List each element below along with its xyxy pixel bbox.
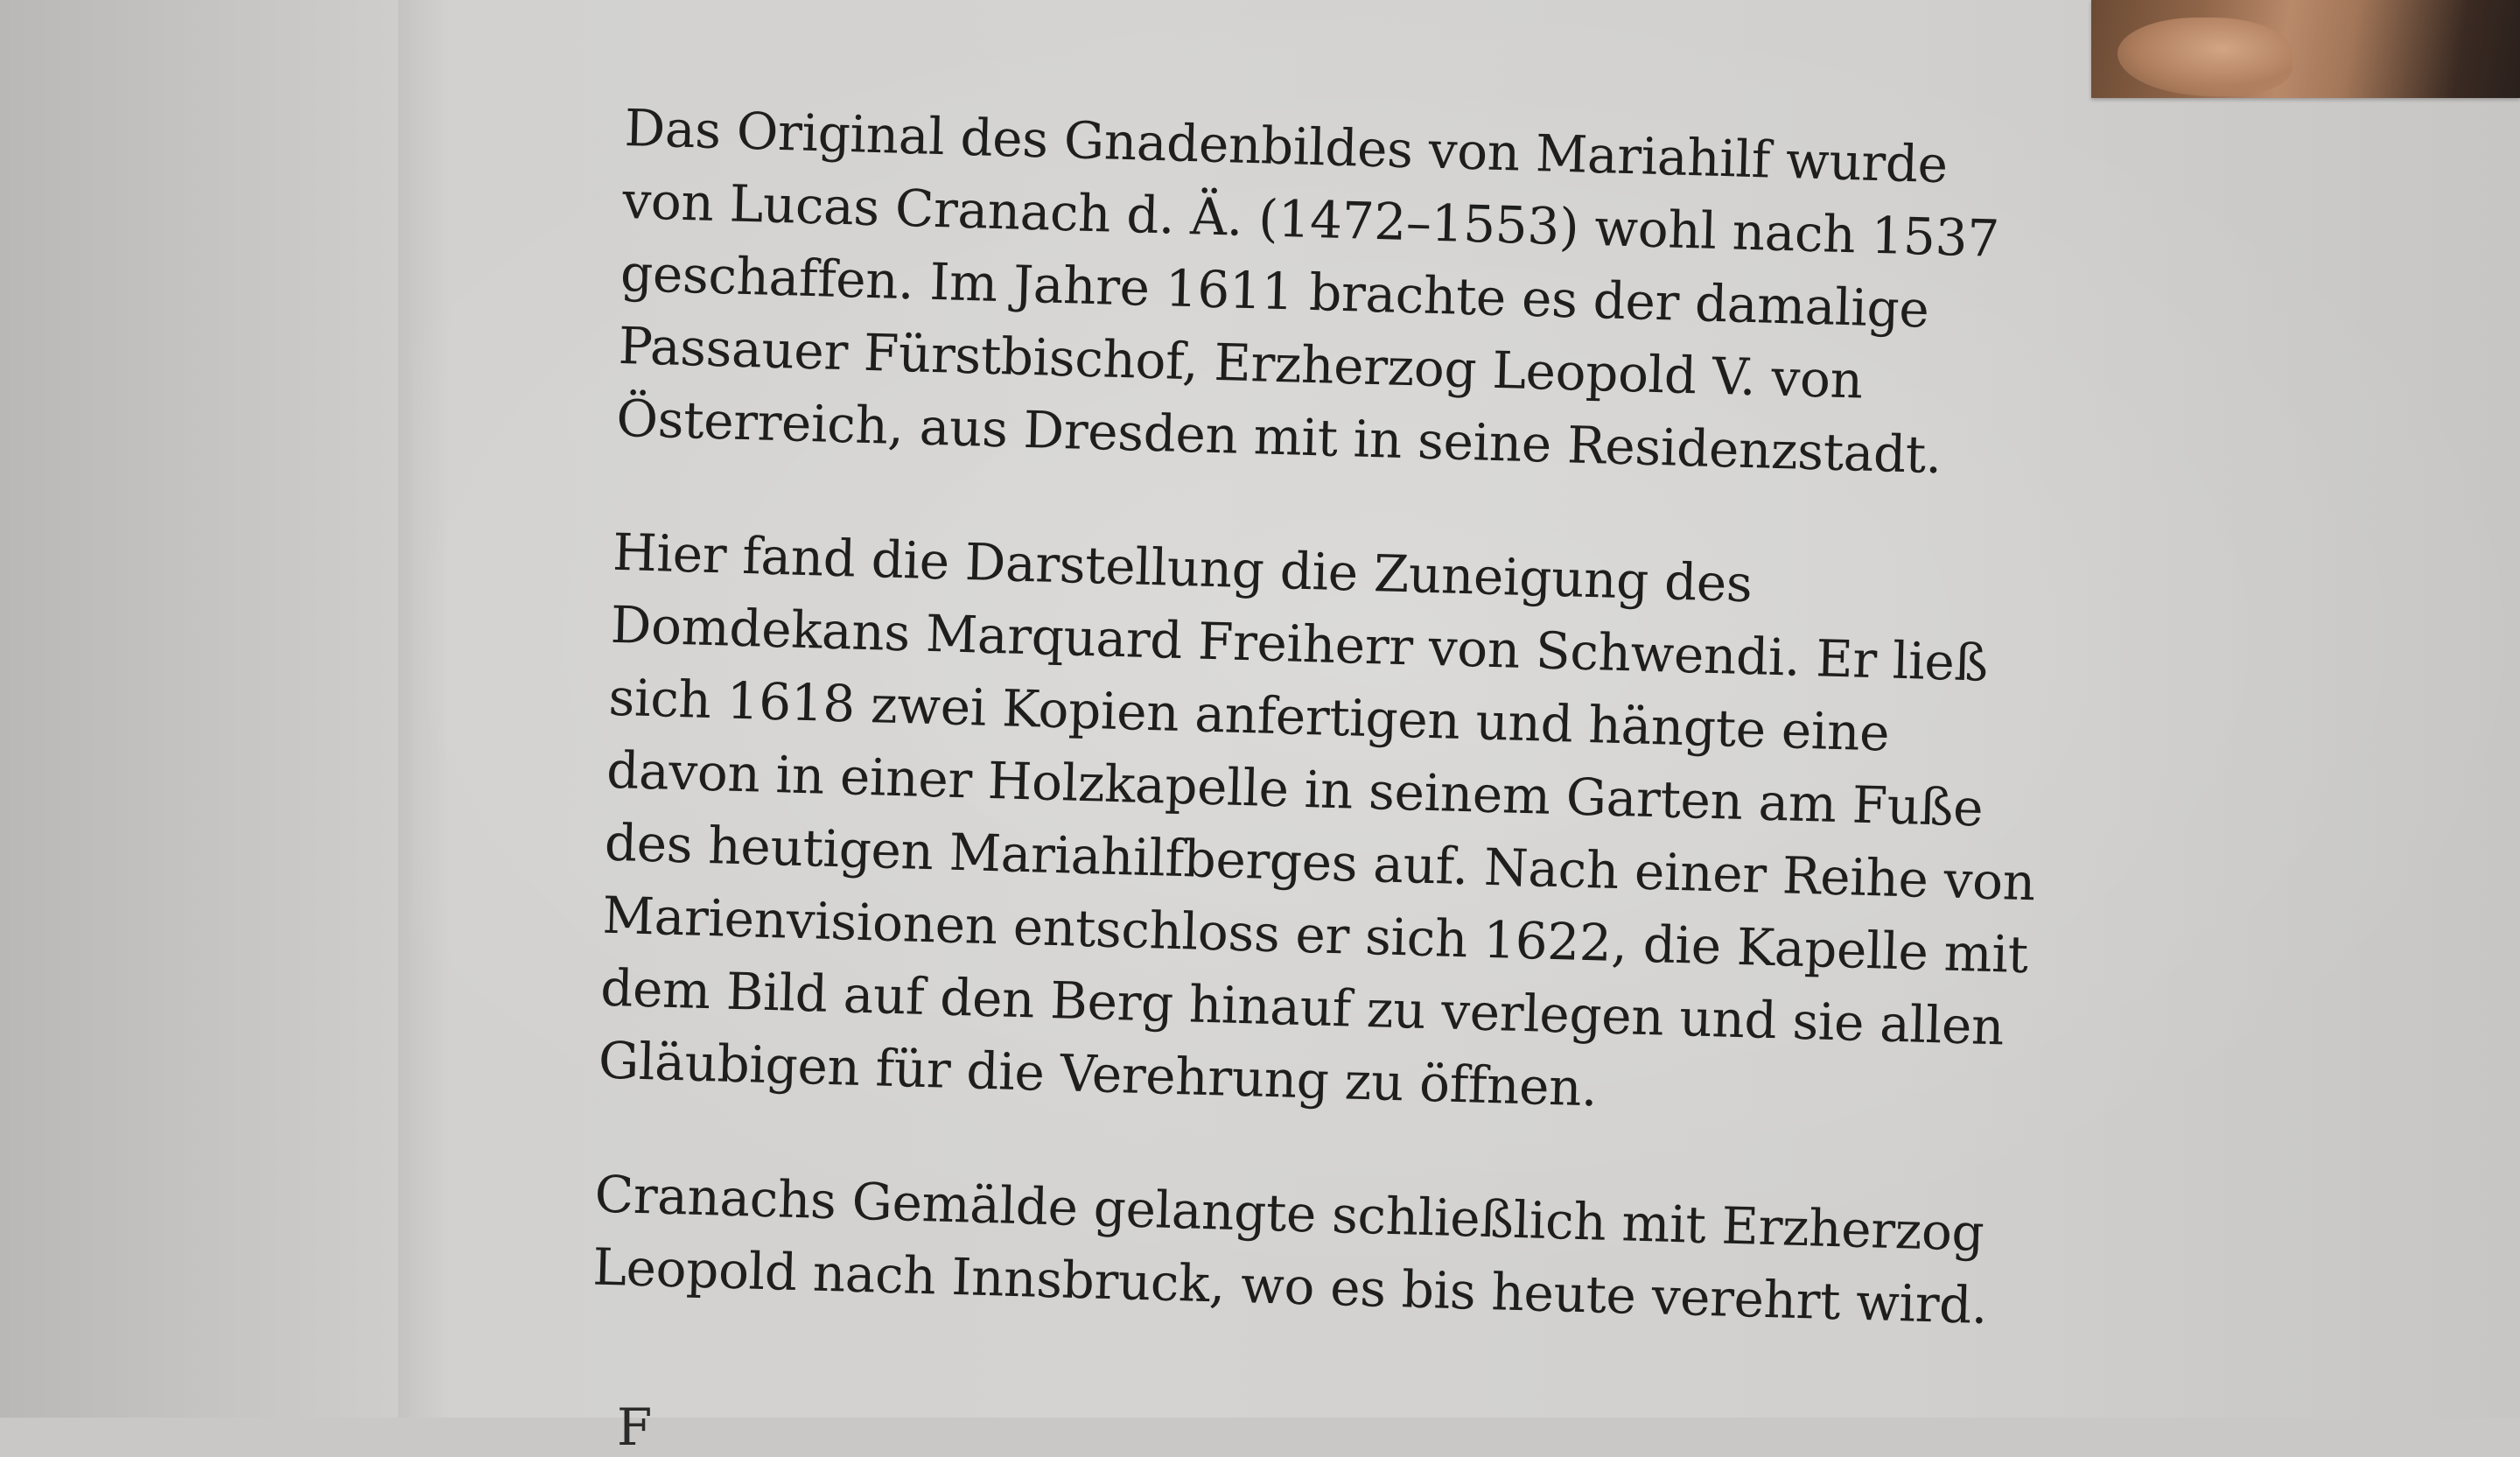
panel-fold-shadow bbox=[398, 0, 451, 1418]
panel-left-fold bbox=[0, 0, 411, 1418]
text-line: von Lucas Cranach d. Ä. (1472–1553) wohl nach 1537 bbox=[621, 170, 2000, 269]
text-line: Österreich, aus Dresden mit in seine Residenzstadt. bbox=[615, 388, 1942, 486]
text-line: Cranachs Gemälde gelangte schließlich mit Erzherzog bbox=[593, 1164, 1985, 1263]
paragraph-1 bbox=[615, 92, 2000, 493]
text-line: Gläubigen für die Verehrung zu öffnen. bbox=[598, 1030, 1599, 1118]
text-line: Marienvisionen entschloss er sich 1622, die Kapelle mit bbox=[601, 885, 2029, 985]
cut-off-text-fragment: F bbox=[617, 1397, 653, 1457]
painting-photo-corner bbox=[2091, 0, 2520, 98]
text-line: Passauer Fürstbischof, Erzherzog Leopold V. von bbox=[617, 315, 1864, 410]
text-line: Domdekans Marquard Freiherr von Schwendi. Er ließ bbox=[610, 594, 1989, 693]
paragraph-2 bbox=[598, 516, 2036, 1135]
text-line: geschaffen. Im Jahre 1611 brachte es der damalige bbox=[620, 242, 1930, 340]
text-line: Leopold nach Innsbruck, wo es bis heute verehrt wird. bbox=[592, 1236, 1989, 1335]
text-line: Das Original des Gnadenbildes von Mariahilf wurde bbox=[623, 97, 1949, 195]
panel-text bbox=[590, 92, 2036, 1403]
paragraph-3 bbox=[592, 1159, 1989, 1341]
text-line: dem Bild auf den Berg hinauf zu verlegen und sie allen bbox=[599, 957, 2006, 1057]
hand-detail bbox=[2118, 18, 2292, 96]
text-line: des heutigen Mariahilfberges auf. Nach einer Reihe von bbox=[604, 812, 2036, 913]
text-line: Hier fand die Darstellung die Zuneigung des bbox=[612, 522, 1754, 614]
text-line: davon in einer Holzkapelle in seinem Garten am Fuße bbox=[606, 739, 1984, 838]
text-line: sich 1618 zwei Kopien anfertigen und hängte eine bbox=[607, 667, 1891, 763]
